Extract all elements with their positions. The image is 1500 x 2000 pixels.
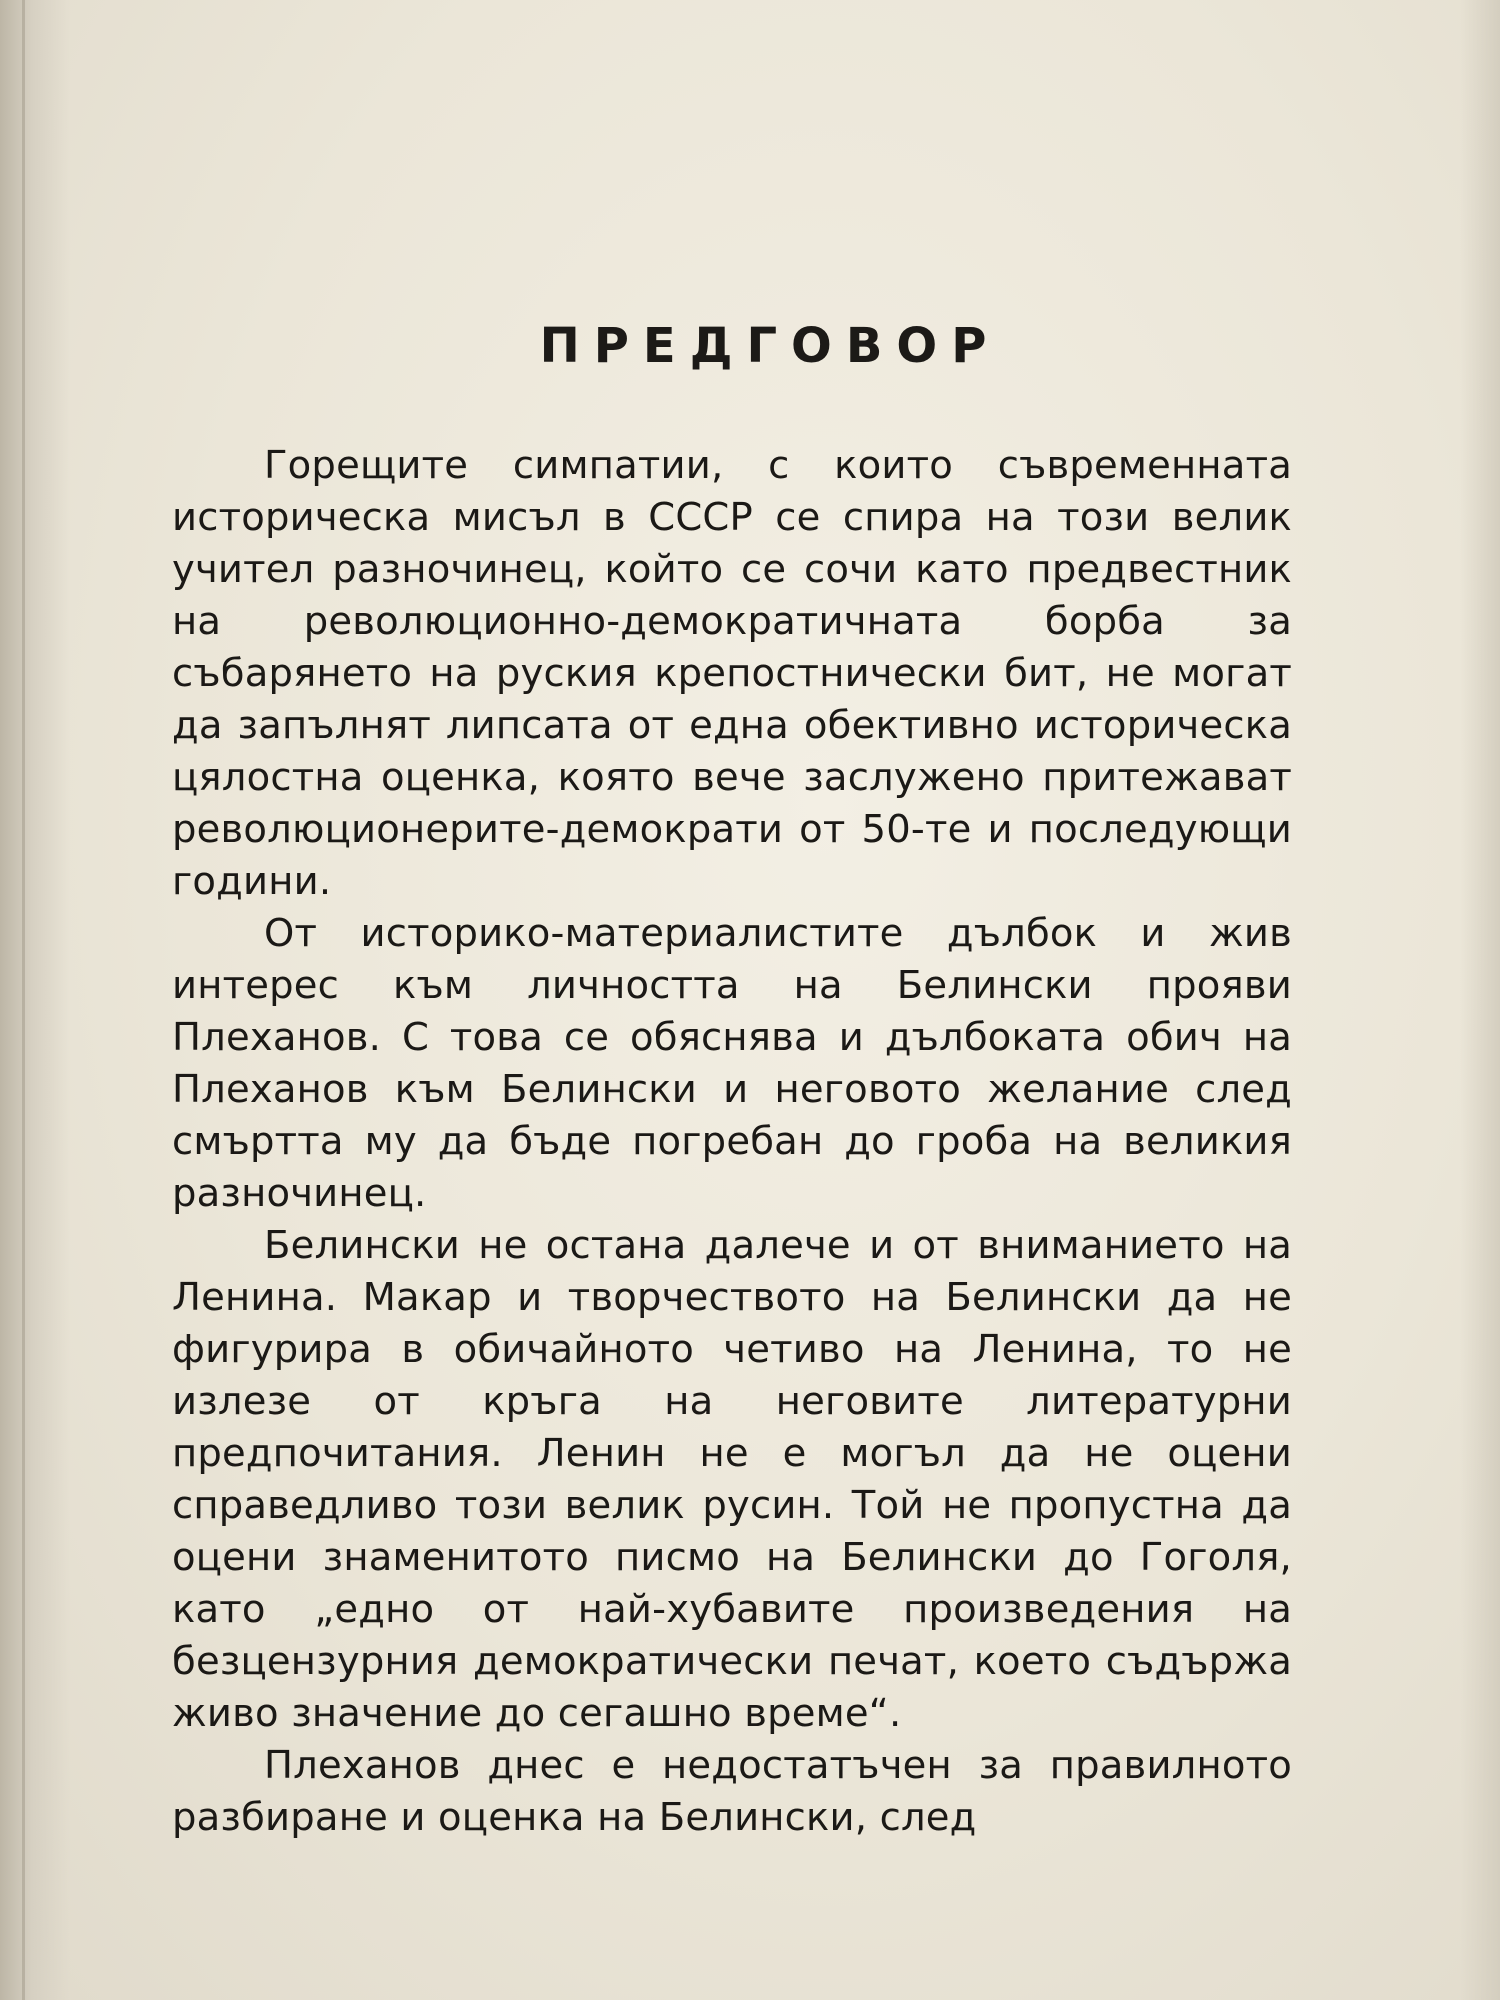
book-spine-edge <box>22 0 25 2000</box>
paragraph-1: Горещите симпатии, с които съвременната историческа мисъл в СССР се спира на този велик учител разночинец, който се сочи като предвестник на революционно-демократичната борба за събарянето на руския крепостнически бит, не могат да запълнят липсата от една обективно историческа цялостна оценка, която вече заслужено притежават революционерите-демократи от 50-те и последующи години. <box>172 443 1292 904</box>
book-spine-shadow <box>0 0 70 2000</box>
page-title: ПРЕДГОВОР <box>539 318 1001 374</box>
paragraph-3: Белински не остана далече и от вниманието на Ленина. Макар и творчеството на Белински да не фигурира в обичайното четиво на Ленина, то не излезе от кръга на неговите литературни предпочитания. Ленин не е могъл да не оцени справедливо този велик русин. Той не пропустна да оцени знаменитото писмо на Белински до Гоголя, като „едно от най-хубавите произведения на безцензурния демократически печат, което съдържа живо значение до сегашно време“. <box>172 1223 1292 1736</box>
body-text <box>172 440 1292 1844</box>
paragraph-2: От историко-материалистите дълбок и жив интерес към личността на Белински прояви Плеханов. С това се обяснява и дълбоката обич на Плеханов към Белински и неговото желание след смъртта му да бъде погребан до гроба на великия разночинец. <box>172 911 1292 1216</box>
paragraph-4: Плеханов днес е недостатъчен за правилното разбиране и оценка на Белински, след <box>172 1743 1292 1840</box>
page-right-edge <box>1460 0 1500 2000</box>
